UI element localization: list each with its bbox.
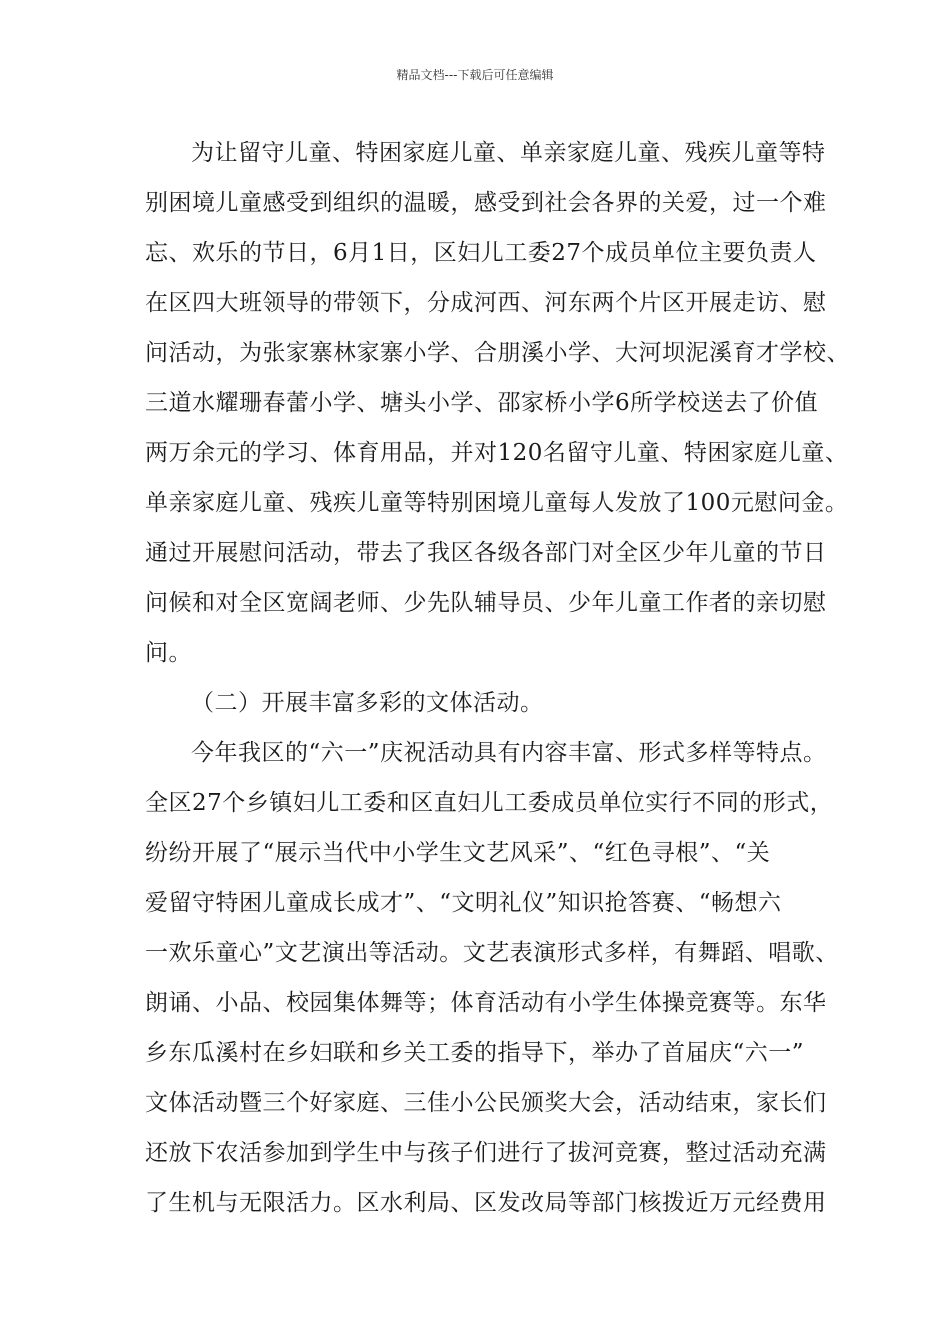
paragraph-line: 通过开展慰问活动，带去了我区各级各部门对全区少年儿童的节日 <box>145 540 827 566</box>
paragraph-line: 在区四大班领导的带领下，分成河西、河东两个片区开展走访、慰 <box>145 290 827 316</box>
paragraph-line: 两万余元的学习、体育用品，并对120名留守儿童、特困家庭儿童、 <box>145 440 849 466</box>
paragraph-line: 纷纷开展了“展示当代中小学生文艺风采”、“红色寻根”、“关 <box>145 840 771 866</box>
paragraph-line: 一欢乐童心”文艺演出等活动。文艺表演形式多样，有舞蹈、唱歌、 <box>145 940 839 966</box>
paragraph-line: 单亲家庭儿童、残疾儿童等特别困境儿童每人发放了100元慰问金。 <box>145 490 849 516</box>
paragraph-line: 问候和对全区宽阔老师、少先队辅导员、少年儿童工作者的亲切慰 <box>145 590 827 616</box>
paragraph-line: 文体活动暨三个好家庭、三佳小公民颁奖大会，活动结束，家长们 <box>145 1090 827 1116</box>
paragraph-line: 问活动，为张家寨林家寨小学、合朋溪小学、大河坝泥溪育才学校、 <box>145 340 850 366</box>
paragraph-line: 问。 <box>145 640 192 666</box>
paragraph-line: 还放下农活参加到学生中与孩子们进行了拔河竞赛，整过活动充满 <box>145 1140 827 1166</box>
paragraph-line: 忘、欢乐的节日，6月1日，区妇儿工委27个成员单位主要负责人 <box>145 240 817 266</box>
paragraph-line: 别困境儿童感受到组织的温暖，感受到社会各界的关爱，过一个难 <box>145 190 827 216</box>
paragraph-line: 朗诵、小品、校园集体舞等；体育活动有小学生体操竞赛等。东华 <box>145 990 827 1016</box>
paragraph-line: 乡东瓜溪村在乡妇联和乡关工委的指导下，举办了首届庆“六一” <box>145 1040 805 1066</box>
paragraph-line: 了生机与无限活力。区水利局、区发改局等部门核拨近万元经费用 <box>145 1190 827 1216</box>
paragraph-line: 全区27个乡镇妇儿工委和区直妇儿工委成员单位实行不同的形式， <box>145 790 834 816</box>
paragraph-line: 爱留守特困儿童成长成才”、“文明礼仪”知识抢答赛、“畅想六 <box>145 890 782 916</box>
paragraph-line: 今年我区的“六一”庆祝活动具有内容丰富、形式多样等特点。 <box>191 740 827 766</box>
document-body <box>145 128 850 1228</box>
paragraph-line: 为让留守儿童、特困家庭儿童、单亲家庭儿童、残疾儿童等特 <box>191 140 826 166</box>
page-header: 精品文档---下载后可任意编辑 <box>396 68 554 82</box>
paragraph-line: 三道水耀珊春蕾小学、塘头小学、邵家桥小学6所学校送去了价值 <box>145 390 819 416</box>
section-heading: （二）开展丰富多彩的文体活动。 <box>191 690 544 716</box>
